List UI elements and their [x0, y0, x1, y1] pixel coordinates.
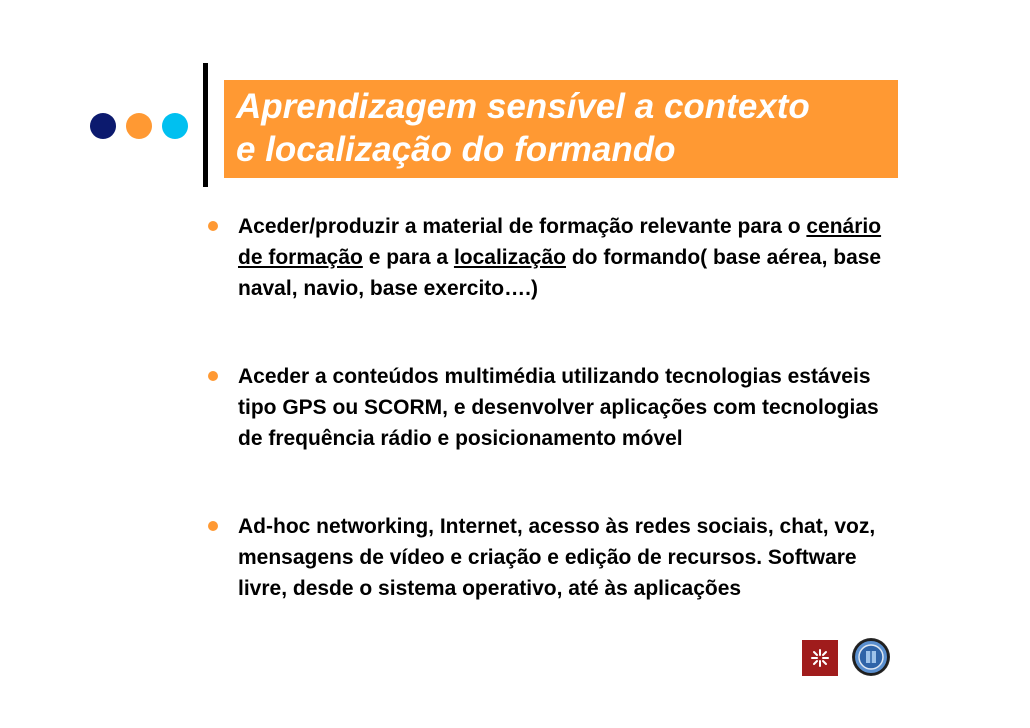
- navy-dot-icon: [90, 113, 116, 139]
- bullet-text-segment: do formando( base aérea, base naval, navio, base exercito….): [238, 246, 882, 300]
- decorative-dots: [90, 113, 190, 139]
- bullet-dot-icon: [208, 521, 218, 531]
- bullet-text: [238, 211, 908, 304]
- underlined-text: localização: [453, 246, 566, 269]
- bullet-text-segment: Aceder a conteúdos multimédia utilizando tecnologias estáveis tipo GPS ou SCORM, e desenvolver aplicações com tecnologias de frequência rádio e posicionamento móvel: [238, 365, 879, 450]
- bullet-text: [238, 361, 908, 454]
- orange-dot-icon: [126, 113, 152, 139]
- bullet-text-segment: Ad-hoc networking, Internet, acesso às redes sociais, chat, voz, mensagens de vídeo e criação e edição de recursos. Software livre, desde o sistema operativo, até às aplicações: [238, 515, 876, 600]
- bullet-text-segment: e para a: [362, 246, 454, 269]
- bullet-text: [238, 511, 908, 604]
- cyan-dot-icon: [162, 113, 188, 139]
- bullet-dot-icon: [208, 221, 218, 231]
- slide-title-line-2: e localização do formando: [236, 130, 676, 169]
- circular-seal-logo-icon: [852, 638, 890, 676]
- university-star-logo-icon: [802, 640, 838, 676]
- slide-title-line-1: Aprendizagem sensível a contexto: [236, 87, 810, 126]
- title-divider-bar: [203, 63, 208, 187]
- bullet-dot-icon: [208, 371, 218, 381]
- slide-title-box: [224, 80, 898, 178]
- underlined-text: cenário de formação: [238, 215, 882, 269]
- bullet-text-segment: Aceder/produzir a material de formação relevante para o: [238, 215, 807, 238]
